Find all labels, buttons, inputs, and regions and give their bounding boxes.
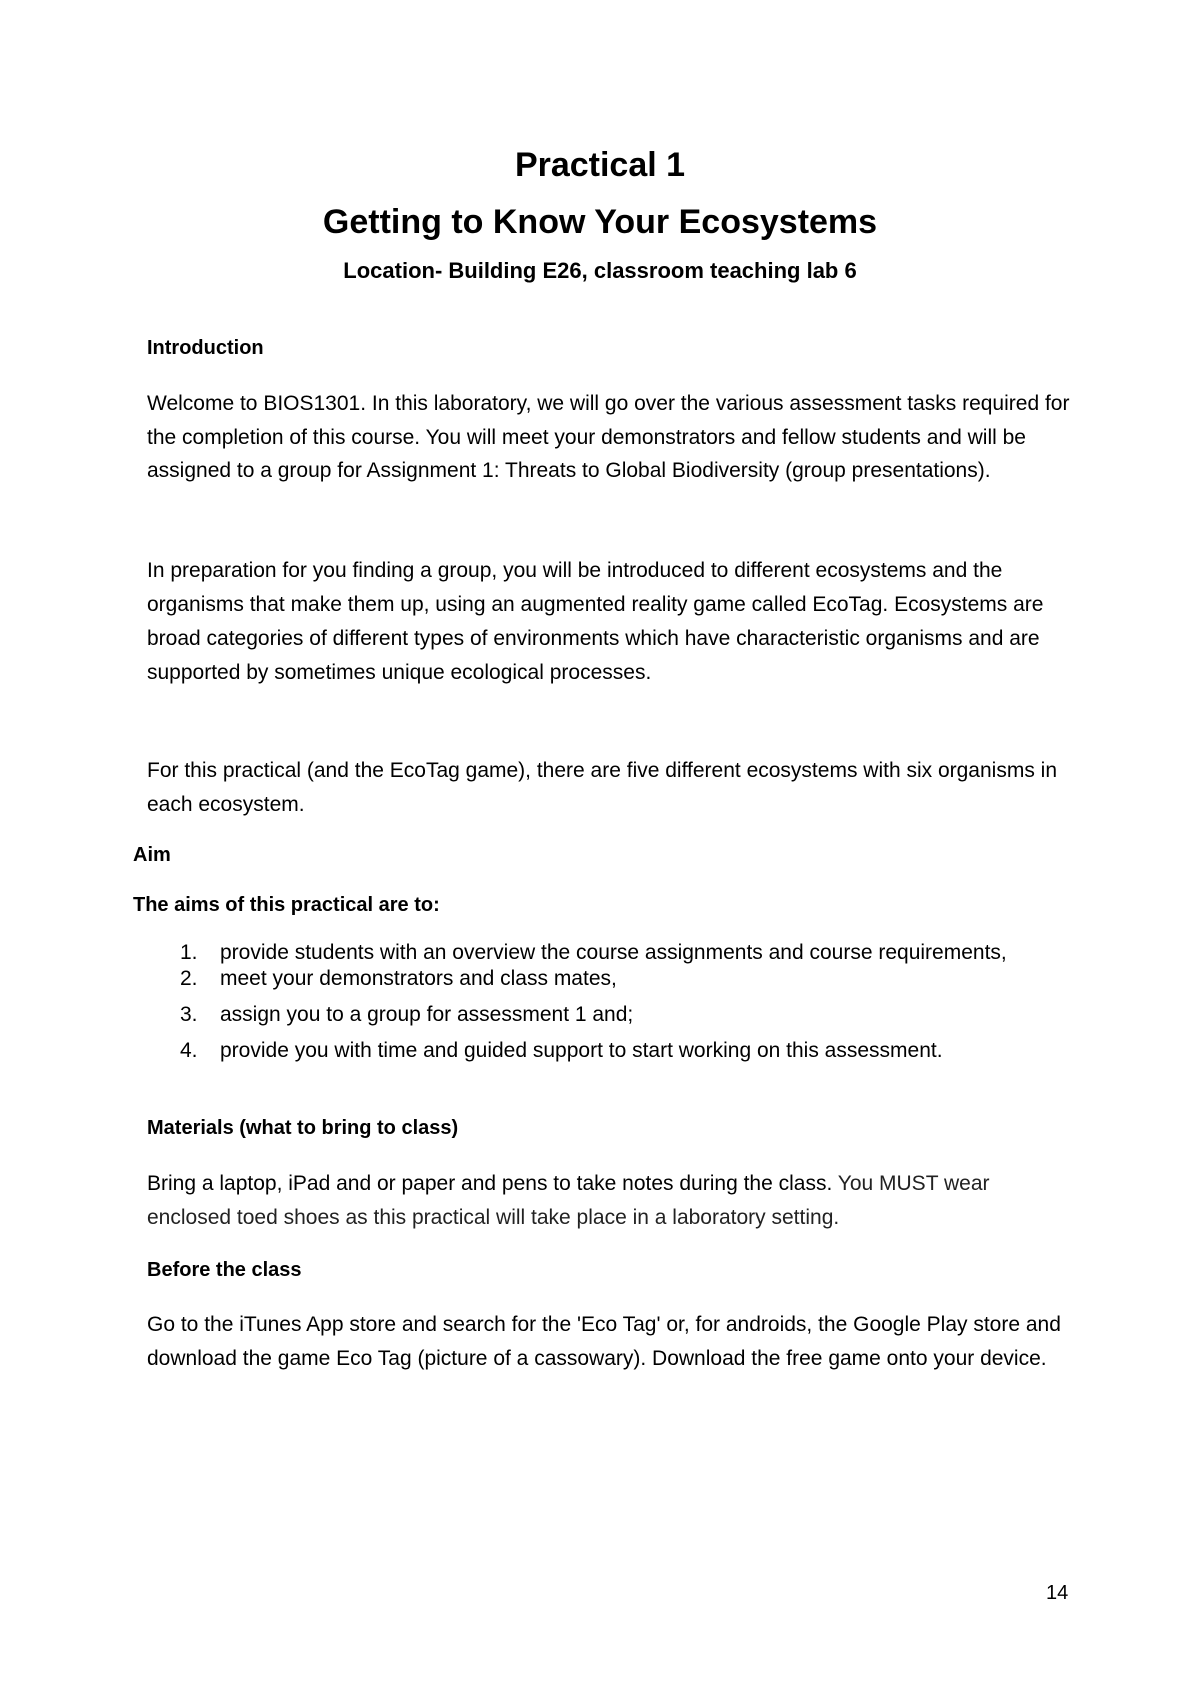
aims-list-item — [180, 940, 1007, 966]
aims-item-number: 1. — [180, 941, 198, 964]
aims-item-number: 4. — [180, 1039, 198, 1062]
aims-item-text: assign you to a group for assessment 1 and; — [220, 1003, 634, 1026]
materials-paragraph — [147, 1167, 1077, 1234]
materials-text-main: Bring a laptop, iPad and or paper and pens to take notes during the class. — [147, 1172, 833, 1195]
aim-heading: Aim — [133, 844, 171, 866]
intro-paragraph-2: In preparation for you finding a group, you will be introduced to different ecosystems and the organisms that make them up, using an augmented reality game called EcoTag. Ecosystems are broad categories of different types of environments which have characteristic organisms and are supported by sometimes unique ecological processes. — [147, 559, 1044, 684]
aims-list-item — [180, 1038, 1007, 1064]
aims-list — [180, 940, 1007, 1064]
before-class-paragraph: Go to the iTunes App store and search for the 'Eco Tag' or, for androids, the Google Play store and download the game Eco Tag (picture of a cassowary). Download the free game onto your device. — [147, 1313, 1061, 1370]
aims-item-text: provide students with an overview the course assignments and course requirements, — [220, 941, 1007, 964]
materials-text-warning: You MUST wear enclosed toed shoes as this practical will take place in a laboratory setting. — [147, 1172, 990, 1229]
aims-list-item — [180, 966, 1007, 992]
aims-item-number: 2. — [180, 967, 198, 990]
practical-subtitle: Getting to Know Your Ecosystems — [322, 203, 878, 241]
aims-intro: The aims of this practical are to: — [133, 894, 440, 916]
page-number: 14 — [1046, 1582, 1069, 1604]
aims-item-text: provide you with time and guided support to start working on this assessment. — [220, 1039, 943, 1062]
location-line: Location- Building E26, classroom teaching lab 6 — [343, 258, 857, 283]
aims-item-number: 3. — [180, 1003, 198, 1026]
aims-list-item — [180, 1002, 1007, 1028]
practical-title: Practical 1 — [514, 146, 686, 184]
before-class-heading: Before the class — [147, 1259, 302, 1281]
intro-paragraph-3: For this practical (and the EcoTag game), there are five different ecosystems with six organisms in each ecosystem. — [147, 759, 1058, 816]
materials-heading: Materials (what to bring to class) — [147, 1117, 459, 1139]
introduction-heading: Introduction — [147, 337, 264, 359]
intro-paragraph-1: Welcome to BIOS1301. In this laboratory, we will go over the various assessment tasks required for the completion of this course. You will meet your demonstrators and fellow students and will be assigned to a group for Assignment 1: Threats to Global Biodiversity (group presentations). — [147, 392, 1070, 482]
aims-item-text: meet your demonstrators and class mates, — [220, 967, 617, 990]
